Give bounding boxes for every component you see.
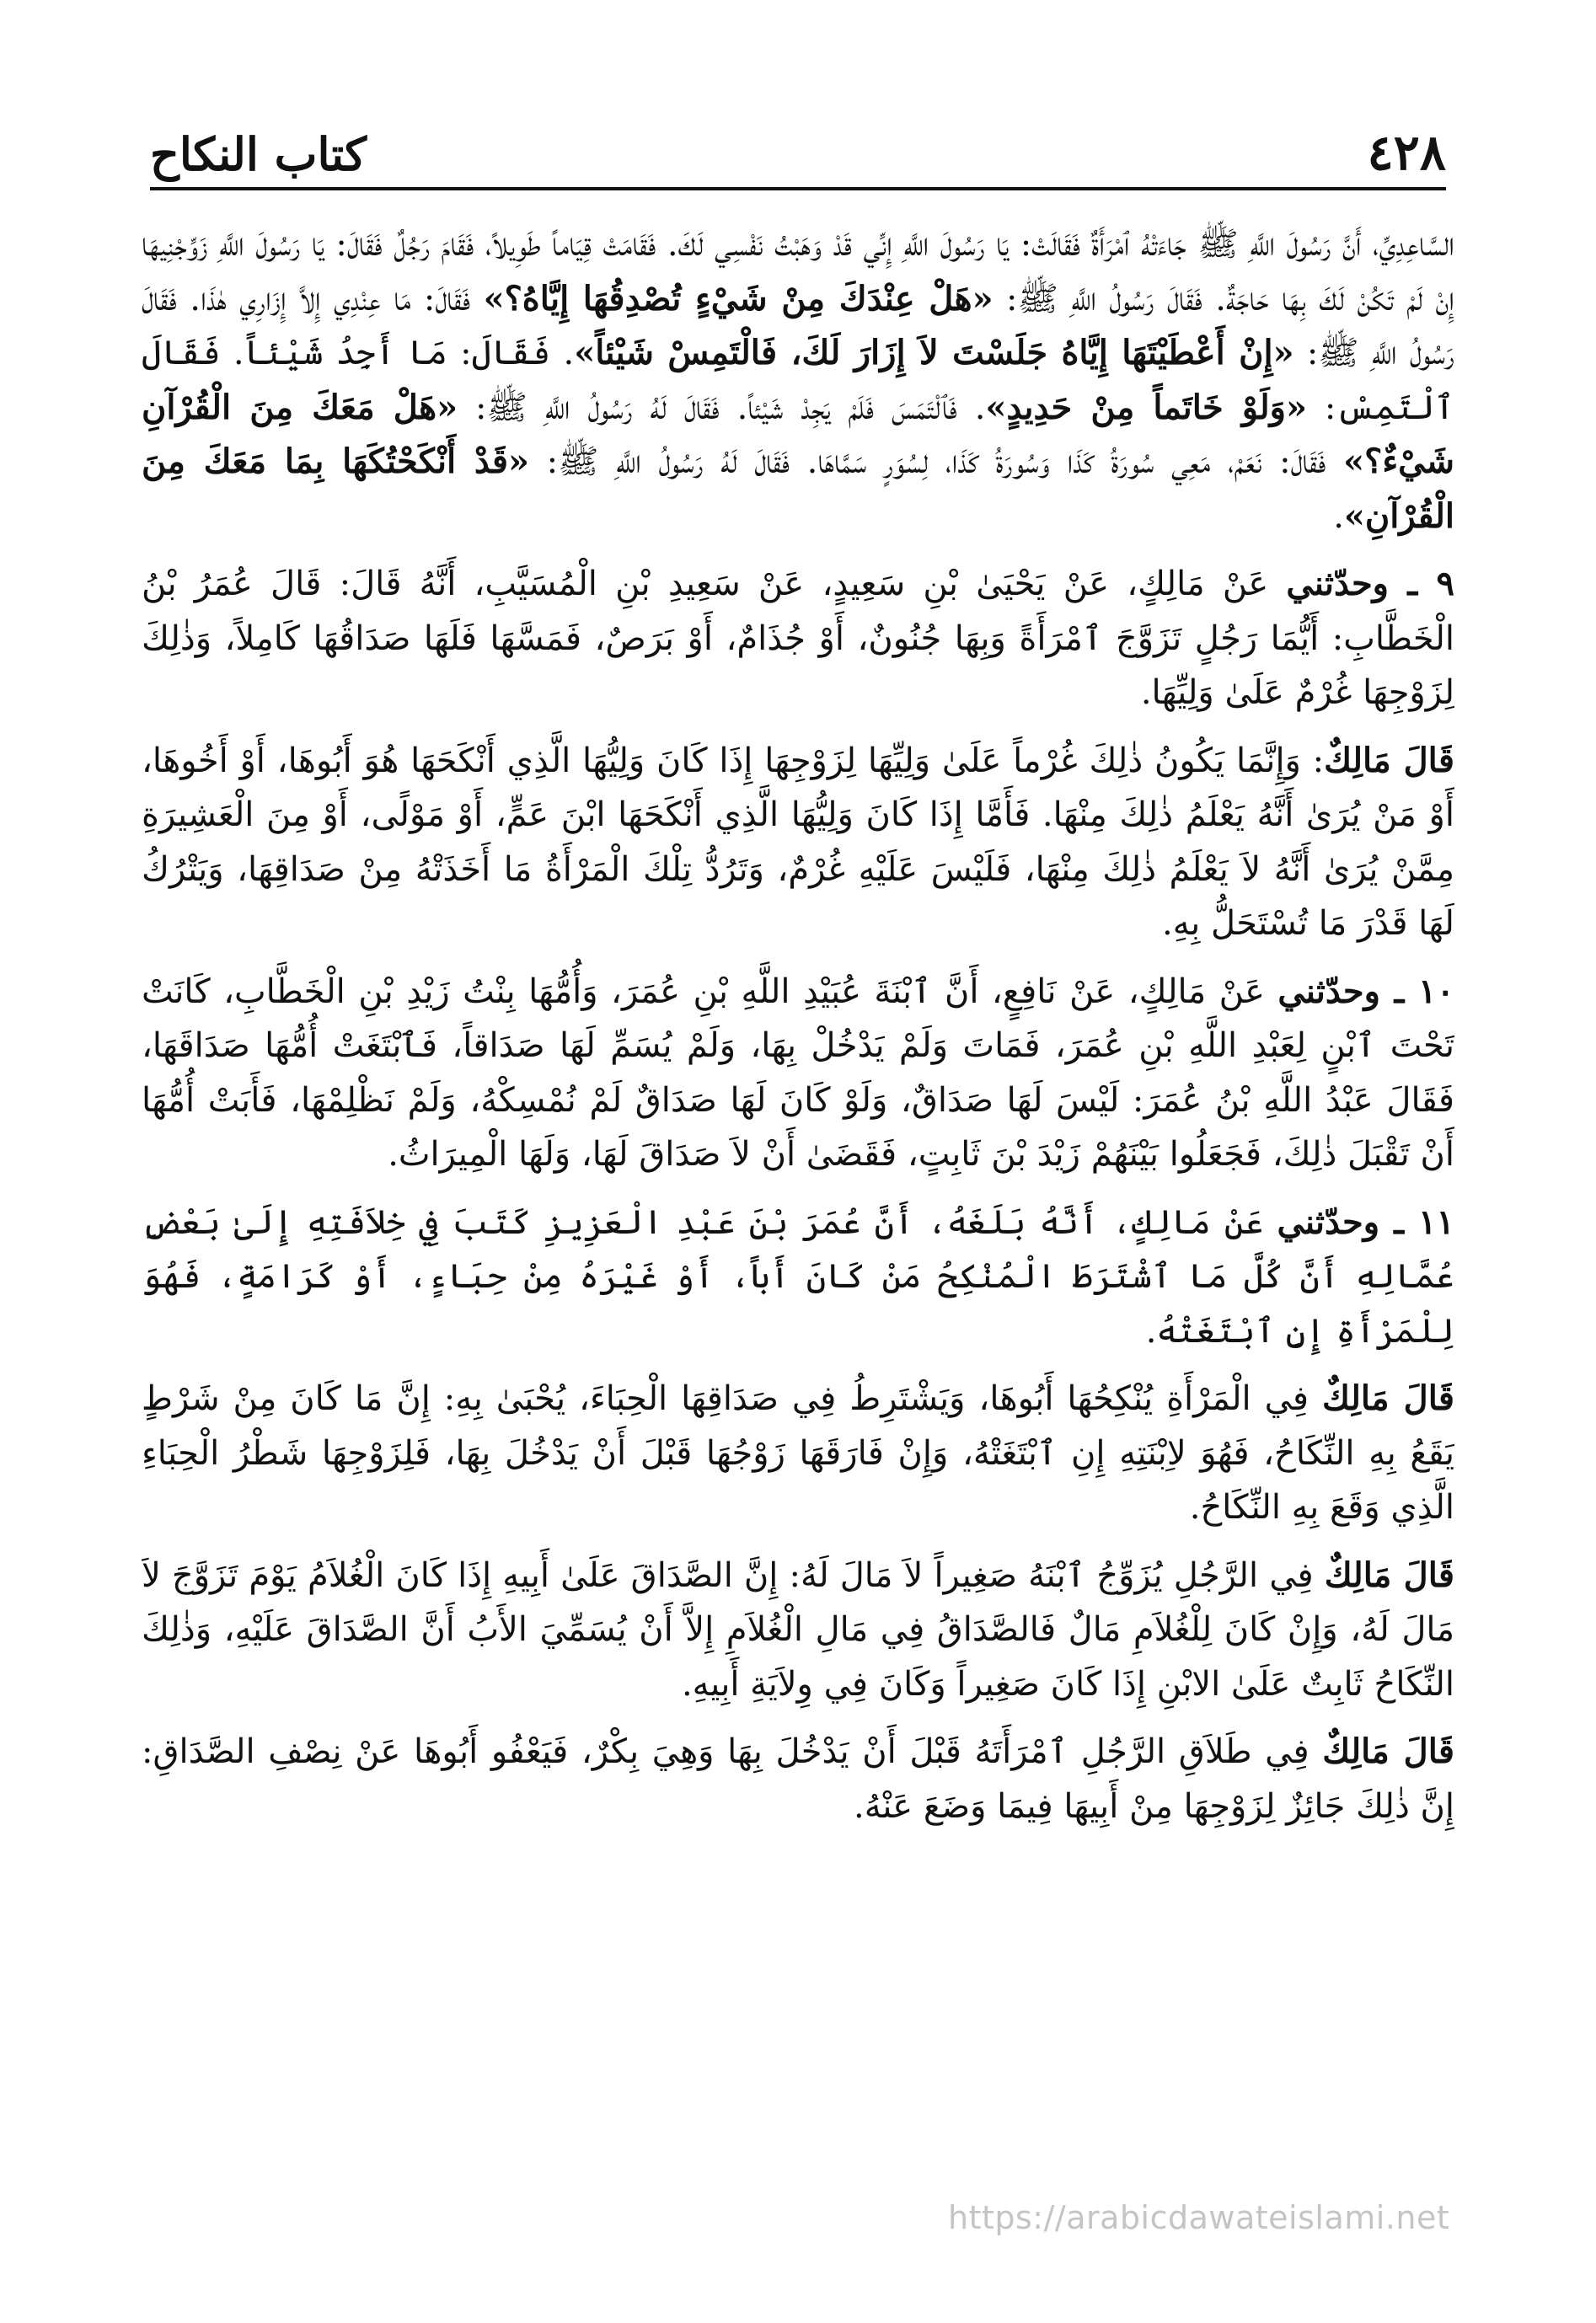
paragraph-hadith-9	[142, 557, 1454, 720]
bold-text-segment: «قَدْ أَنْكَحْتُكَهَا بِمَا مَعَكَ مِنَ الْقُرْآنِ»	[142, 442, 1454, 536]
paragraph-malik-comment-4	[142, 1725, 1454, 1833]
text-segment: : وَإِنَّمَا يَكُونُ ذٰلِكَ غُرْماً عَلَىٰ وَلِيِّهَا لِزَوْجِهَا إِذَا كَانَ وَلِيُّهَا الَّذِي أَنْكَحَهَا هُوَ أَبُوهَا، أَوْ أَخُوهَا، أَوْ مَنْ يُرَىٰ أَنَّهُ يَعْلَمُ ذٰلِكَ مِنْهَا. فَأَمَّا إِذَا كَانَ وَلِيُّهَا الَّذِي أَنْكَحَهَا ابْنَ عَمٍّ، أَوْ مَوْلًى، أَوْ مِنَ الْعَشِيرَةِ مِمَّنْ يُرَىٰ أَنَّهُ لاَ يَعْلَمُ ذٰلِكَ مِنْهَا، فَلَيْسَ عَلَيْهِ غُرْمٌ، وَتَرُدُّ تِلْكَ الْمَرْأَةُ مَا أَخَذَتْهُ مِنْ صَدَاقِهَا، وَيَتْرُكُ لَهَا قَدْرَ مَا تُسْتَحَلُّ بِهِ.	[142, 741, 1454, 943]
text-segment: فِي الْمَرْأَةِ يُنْكِحُهَا أَبُوهَا، وَيَشْتَرِطُ فِي صَدَاقِهَا الْحِبَاءَ، يُحْبَىٰ بِهِ: إِنَّ مَا كَانَ مِنْ شَرْطٍ يَقَعُ بِهِ النِّكَاحُ، فَهُوَ لاِبْنَتِهِ إِنِ ٱبْتَغَتْهُ، وَإِنْ فَارَقَهَا زَوْجُهَا قَبْلَ أَنْ يَدْخُلَ بِهَا، فَلِزَوْجِهَا شَطْرُ الْحِبَاءِ الَّذِي وَقَعَ بِهِ النِّكَاحُ.	[142, 1379, 1454, 1527]
bold-text-segment: ١٠ ـ وحدّثني	[1277, 971, 1454, 1011]
text-segment: . فَٱلْتَمَسَ فَلَمْ يَجِدْ شَيْئاً. فَقَالَ لَهُ رَسُولُ اللَّهِ ﷺ:	[458, 388, 986, 427]
bold-text-segment: قَالَ مَالِكٌ	[1321, 1378, 1454, 1418]
paragraph-hadith-10	[142, 965, 1454, 1182]
text-segment: فِي الرَّجُلِ يُزَوِّجُ ٱبْنَهُ صَغِيراً لاَ مَالَ لَهُ: إِنَّ الصَّدَاقَ عَلَىٰ أَبِيهِ إِذَا كَانَ الْغُلاَمُ يَوْمَ تَزَوَّجَ لاَ مَالَ لَهُ، وَإِنْ كَانَ لِلْغُلاَمِ مَالٌ فَالصَّدَاقُ فِي مَالِ الْغُلاَمِ إِلاَّ أَنْ يُسَمِّيَ الأَبُ أَنَّ الصَّدَاقَ عَلَيْهِ، وَذٰلِكَ النِّكَاحُ ثَابِتٌ عَلَىٰ الابْنِ إِذَا كَانَ صَغِيراً وَكَانَ فِي وِلاَيَةِ أَبِيهِ.	[142, 1555, 1454, 1704]
bold-text-segment: قَالَ مَالِكٌ	[1324, 1555, 1454, 1595]
text-segment: فَقَالَ: مَا عِنْدِي إِلاَّ إِزَارِي هٰذَا. فَقَالَ رَسُولُ اللَّهِ ﷺ:	[142, 279, 1454, 372]
bold-text-segment: قَالَ مَالِكٌ	[1324, 740, 1454, 780]
paragraph-malik-comment-1	[142, 734, 1454, 951]
bold-text-segment: ٩ ـ وحدّثني	[1286, 564, 1454, 603]
text-segment: .	[1333, 496, 1344, 536]
paragraph-malik-comment-2	[142, 1372, 1454, 1535]
paragraph-hadith-continuation	[142, 217, 1454, 543]
bold-text-segment: قَالَ مَالِكٌ	[1322, 1732, 1454, 1771]
page-number: ٤٢٨	[1367, 124, 1446, 181]
book-title: كتاب النكاح	[150, 127, 367, 181]
text-segment: عَنْ مَالِكٍ، عَنْ نَافِعٍ، أَنَّ ٱبْنَةَ عُبَيْدِ اللَّهِ بْنِ عُمَرَ، وَأُمُّهَا بِنْتُ زَيْدِ بْنِ الْخَطَّابِ، كَانَتْ تَحْتَ ٱبْنٍ لِعَبْدِ اللَّهِ بْنِ عُمَرَ، فَمَاتَ وَلَمْ يَدْخُلْ بِهَا، وَلَمْ يُسَمِّ لَهَا صَدَاقاً، فَٱبْتَغَتْ أُمُّهَا صَدَاقَهَا، فَقَالَ عَبْدُ اللَّهِ بْنُ عُمَرَ: لَيْسَ لَهَا صَدَاقٌ، وَلَوْ كَانَ لَهَا صَدَاقٌ لَمْ نُمْسِكْهُ، وَلَمْ نَظْلِمْهَا، فَأَبَتْ أُمُّهَا أَنْ تَقْبَلَ ذٰلِكَ، فَجَعَلُوا بَيْنَهُمْ زَيْدَ بْنَ ثَابِتٍ، فَقَضَىٰ أَنْ لاَ صَدَاقَ لَهَا، وَلَهَا الْمِيرَاثُ.	[142, 971, 1454, 1174]
text-segment: . فَقَالَ: مَا أَجِدُ شَيْئاً. فَقَالَ ٱلْتَمِسْ:	[142, 334, 1454, 427]
bold-text-segment: «إِنْ أَعْطَيْتَهَا إِيَّاهُ جَلَسْتَ لاَ إِزَارَ لَكَ، فَالْتَمِسْ شَيْئاً»	[574, 333, 1294, 372]
text-segment: السَّاعِدِيِّ، أَنَّ رَسُولَ اللَّهِ ﷺ جَاءَتْهُ ٱمْرَأَةٌ فَقَالَتْ: يَا رَسُولَ اللَّهِ إِنِّي قَدْ وَهَبْتُ نَفْسِي لَكَ. فَقَامَتْ قِيَاماً طَوِيلاً، فَقَامَ رَجُلٌ فَقَالَ: يَا رَسُولَ اللَّهِ زَوِّجْنِيهَا إِنْ لَمْ تَكُنْ لَكَ بِهَا حَاجَةٌ. فَقَالَ رَسُولُ اللَّهِ ﷺ:	[142, 225, 1454, 318]
bold-text-segment: «هَلْ عِنْدَكَ مِنْ شَيْءٍ تُصْدِقُهَا إِيَّاهُ؟»	[483, 278, 993, 318]
paragraph-hadith-11	[142, 1196, 1454, 1359]
text-segment: عَنْ مَالِكٍ، عَنْ يَحْيَىٰ بْنِ سَعِيدٍ، عَنْ سَعِيدِ بْنِ الْمُسَيَّبِ، أَنَّهُ قَالَ: قَالَ عُمَرُ بْنُ الْخَطَّابِ: أَيُّمَا رَجُلٍ تَزَوَّجَ ٱمْرَأَةً وَبِهَا جُنُونٌ، أَوْ جُذَامٌ، أَوْ بَرَصٌ، فَمَسَّهَا فَلَهَا صَدَاقُهَا كَامِلاً، وَذٰلِكَ لِزَوْجِهَا غُرْمٌ عَلَىٰ وَلِيِّهَا.	[142, 565, 1454, 712]
header-divider	[150, 187, 1446, 190]
page-header	[150, 110, 1446, 181]
text-segment: فِي طَلاَقِ الرَّجُلِ ٱمْرَأَتَهُ قَبْلَ أَنْ يَدْخُلَ بِهَا وَهِيَ بِكْرٌ، فَيَعْفُو أَبُوهَا عَنْ نِصْفِ الصَّدَاقِ: إِنَّ ذٰلِكَ جَائِزٌ لِزَوْجِهَا مِنْ أَبِيهَا فِيمَا وَضَعَ عَنْهُ.	[142, 1732, 1454, 1826]
text-segment: فَقَالَ: نَعَمْ، مَعِي سُورَةُ كَذَا وَسُورَةُ كَذَا، لِسُوَرٍ سَمَّاهَا. فَقَالَ لَهُ رَسُولُ اللَّهِ ﷺ:	[529, 442, 1344, 481]
paragraph-malik-comment-3	[142, 1549, 1454, 1712]
watermark-url: https://arabicdawateislami.net	[948, 2199, 1450, 2236]
bold-text-segment: «وَلَوْ خَاتَماً مِنْ حَدِيدٍ»	[985, 387, 1307, 427]
bold-text-segment: ١١ ـ وحدّثني	[1277, 1202, 1454, 1242]
text-segment: عَنْ مَالِكٍ، أَنَّهُ بَلَغَهُ، أَنَّ عُمَرَ بْنَ عَبْدِ الْعَزِيزِ كَتَبَ فِي خِلاَفَتِهِ إِلَىٰ بَعْضِ عُمَّالِهِ أَنَّ كُلَّ مَا ٱشْتَرَطَ الْمُنْكِحُ مَنْ كَانَ أَباً، أَوْ غَيْرَهُ مِنْ حِبَاءٍ، أَوْ كَرَامَةٍ، فَهُوَ لِلْمَرْأَةِ إِنِ ٱبْتَغَتْهُ.	[142, 1202, 1454, 1351]
bold-text-segment: «هَلْ مَعَكَ مِنَ الْقُرْآنِ شَيْءٌ؟»	[142, 387, 1454, 481]
body-text	[142, 217, 1454, 2223]
